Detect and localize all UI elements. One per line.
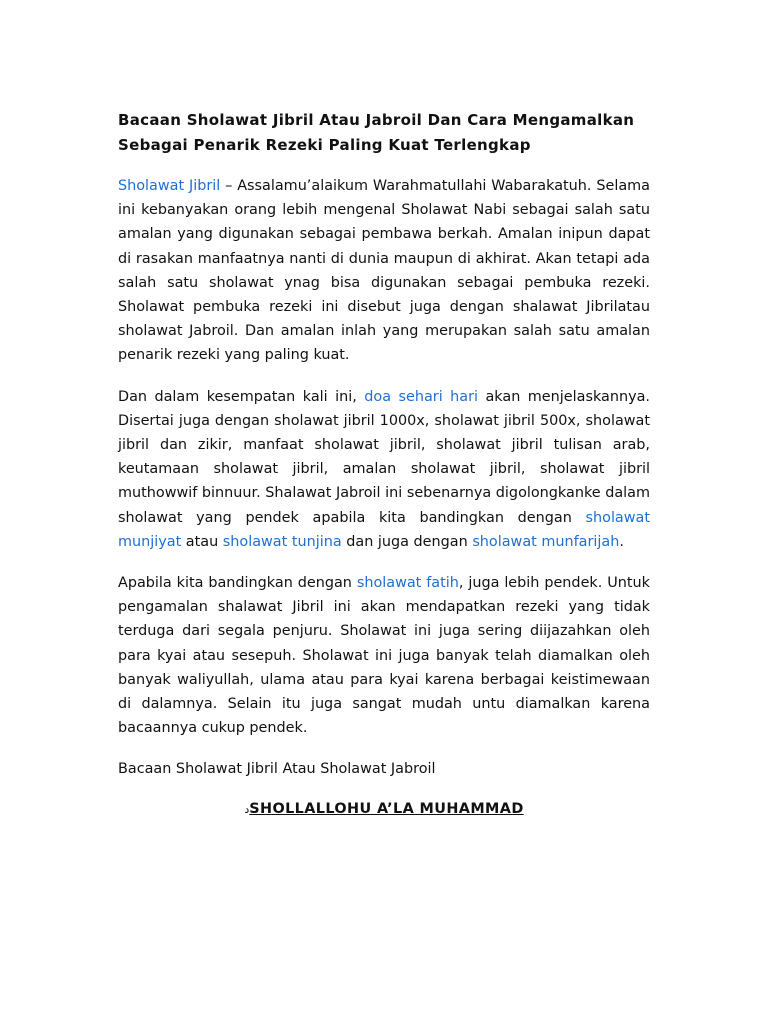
article-title: Bacaan Sholawat Jibril Atau Jabroil Dan Cara Mengamalkan Sebagai Penarik Rezeki Paling Kuat Terlengkap xyxy=(118,111,635,154)
intro-text: – Assalamu’alaikum Warahmatullahi Wabarakatuh. Selama ini kebanyakan orang lebih mengenal Sholawat Nabi sebagai salah satu amalan yang digunakan sebagai pembawa berkah. Amalan inipun dapat di rasakan manfaatnya nanti di dunia maupun di akhirat. Akan tetapi ada salah satu sholawat ynag bisa digunakan sebagai pembuka rezeki. Sholawat pembuka rezeki ini disebut juga dengan shalawat Jibrilatau sholawat Jabroil. Dan amalan inlah yang merupakan salah satu amalan penarik rezeki yang paling kuat. xyxy=(118,178,650,364)
third-paragraph xyxy=(118,571,650,740)
text-segment: akan menjelaskannya. Disertai juga dengan sholawat jibril 1000x, sholawat jibril 500x, sholawat jibril dan zikir, manfaat sholawat jibril, sholawat jibril tulisan arab, keutamaan sholawat jibril, amalan sholawat jibril, sholawat jibril muthowwif binnuur. Shalawat Jabroil ini sebenarnya digolongkanke dalam sholawat yang pendek apabila kita bandingkan dengan xyxy=(118,388,650,526)
second-paragraph xyxy=(118,385,650,554)
link-sholawat-jibril[interactable]: Sholawat Jibril xyxy=(118,178,221,194)
link-sholawat-munjiyat[interactable]: sholawat munjiyat xyxy=(118,509,650,550)
text-segment: dan juga dengan xyxy=(341,533,473,550)
arabic-mark: د xyxy=(244,803,250,817)
text-segment: Apabila kita bandingkan dengan xyxy=(118,575,357,592)
transliteration-line xyxy=(118,797,650,822)
text-segment: . xyxy=(619,533,624,550)
section-subheading: Bacaan Sholawat Jibril Atau Sholawat Jabroil xyxy=(118,761,436,778)
text-segment: , juga lebih pendek. Untuk pengamalan shalawat Jibril ini akan mendapatkan rezeki yang tidak terduga dari segala penjuru. Sholawat ini juga sering diijazahkan oleh para kyai atau sesepuh. Sholawat ini juga banyak telah diamalkan oleh banyak waliyullah, ulama atau para kyai karena berbagai keistimewaan di dalamnya. Selain itu juga sangat mudah untu diamalkan karena bacaannya cukup pendek. xyxy=(118,575,650,737)
text-segment: atau xyxy=(181,533,223,550)
text-segment: Dan dalam kesempatan kali ini, xyxy=(118,388,365,405)
link-doa-sehari-hari[interactable]: doa sehari hari xyxy=(364,388,479,405)
intro-paragraph xyxy=(118,174,650,368)
link-sholawat-fatih[interactable]: sholawat fatih xyxy=(356,575,459,592)
transliteration-text: SHOLLALLOHU A’LA MUHAMMAD xyxy=(249,801,524,818)
link-sholawat-munfarijah[interactable]: sholawat munfarijah xyxy=(472,533,620,550)
link-sholawat-tunjina[interactable]: sholawat tunjina xyxy=(222,533,342,550)
